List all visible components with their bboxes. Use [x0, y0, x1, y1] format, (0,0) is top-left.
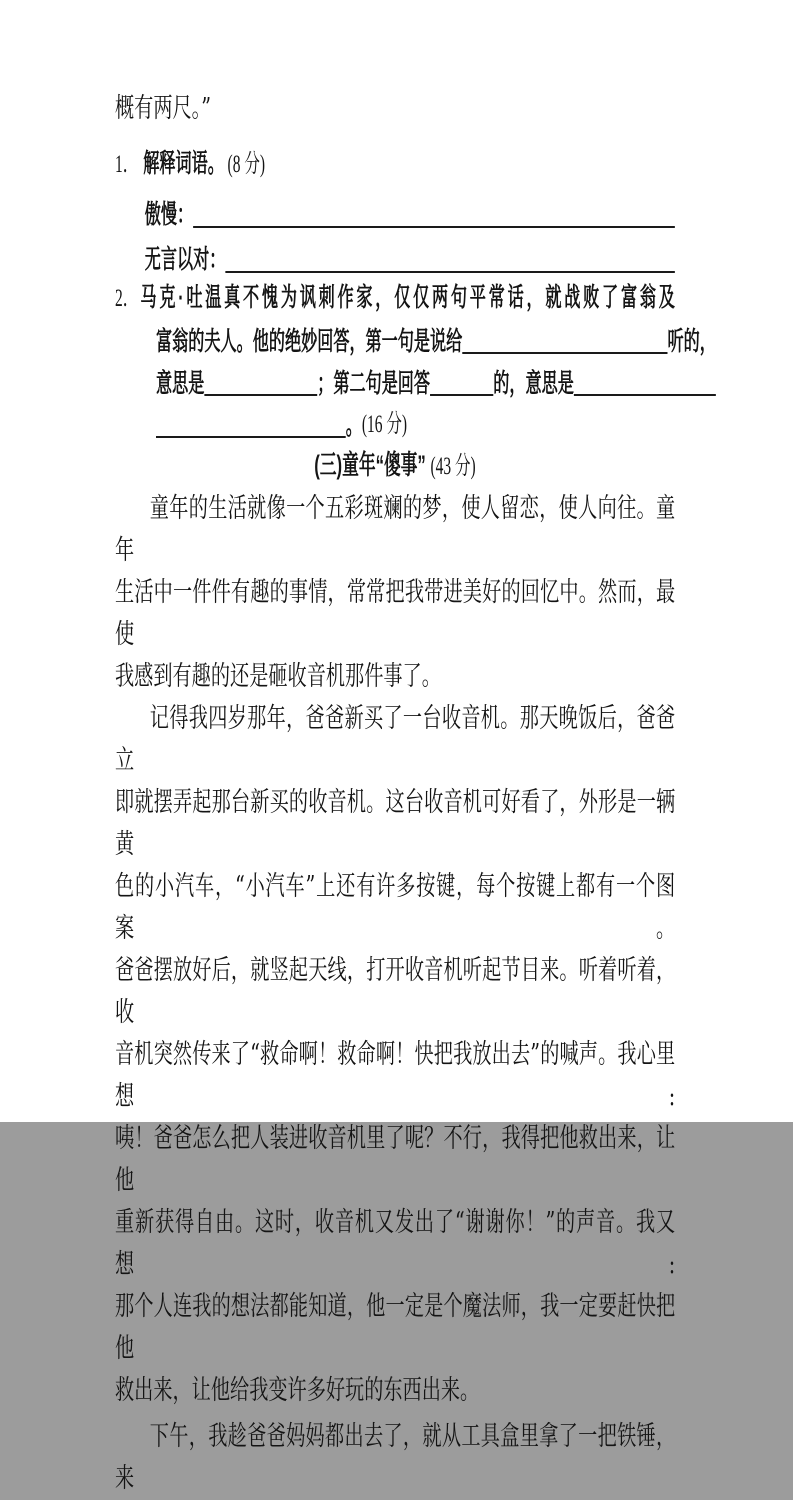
answer-blank [193, 226, 675, 228]
question-text: 。 [345, 410, 362, 440]
question-text: 的，意思是 [493, 368, 574, 398]
story-line: 即就摆弄起那台新买的收音机。这台收音机可好看了，外形是一辆黄 [115, 787, 676, 860]
question-text: 听的， [667, 326, 716, 356]
carryover-line: 概有两尺。” [115, 93, 212, 124]
question-1 [115, 142, 675, 282]
question-text: 意思是 [156, 368, 205, 398]
answer-blank [462, 352, 667, 354]
story-line: 色的小汽车，“小汽车”上还有许多按键，每个按键上都有一个图案。 [115, 871, 676, 944]
section-prefix: (三) [314, 450, 343, 480]
definition-label: 无言以对： [144, 244, 226, 274]
section-header [115, 444, 675, 488]
definition-row [115, 192, 675, 237]
question-text: ；第二句是回答 [317, 368, 431, 398]
story-line: 重新获得自由。这时，收音机又发出了“谢谢你！”的声音。我又想: [115, 1207, 676, 1280]
answer-blank [430, 394, 493, 396]
story-line: 生活中一件件有趣的事情，常常把我带进美好的回忆中。然而，最使 [115, 577, 676, 650]
question-text: 富翁的夫人。他的绝妙回答，第一句是说给 [156, 326, 463, 356]
paragraph [115, 698, 675, 1412]
section-title: 童年“傻事” [342, 450, 426, 480]
story-line: 咦！爸爸怎么把人装进收音机里了呢？不行，我得把他救出来，让他 [115, 1123, 676, 1196]
question-1-header [115, 142, 675, 186]
question-points: (8 分) [227, 151, 266, 178]
answer-blank [225, 271, 674, 273]
story-line: 下午，我趁爸爸妈妈都出去了，就从工具盒里拿了一把铁锤，来 [115, 1421, 676, 1494]
question-title: 解释词语。 [143, 148, 224, 178]
answer-blank [204, 394, 317, 396]
story-line: 救出来，让他给我变许多好玩的东西出来。 [115, 1375, 480, 1406]
paragraph [115, 1416, 675, 1500]
question-number: 2． [115, 285, 139, 312]
question-number: 1． [115, 151, 139, 178]
story [115, 488, 675, 1500]
story-line: 记得我四岁那年，爸爸新买了一台收音机。那天晚饭后，爸爸立 [115, 703, 676, 776]
story-line: 音机突然传来了“救命啊！救命啊！快把我放出去”的喊声。我心里想: [115, 1039, 676, 1112]
question-2 [115, 276, 716, 446]
definition-list [115, 192, 675, 282]
paragraph [115, 488, 675, 698]
story-line: 那个人连我的想法都能知道，他一定是个魔法师，我一定要赶快把他 [115, 1291, 676, 1364]
section-points: (43 分) [430, 453, 476, 480]
question-points: (16 分) [361, 411, 408, 438]
question-2-line-2 [156, 320, 716, 362]
question-2-line-1 [115, 276, 675, 320]
question-2-line-4 [156, 404, 716, 446]
answer-blank [156, 436, 346, 438]
question-text: 马克·吐温真不愧为讽刺作家，仅仅两句平常话，就战败了富翁及 [140, 282, 675, 312]
question-2-line-3 [156, 362, 716, 404]
story-line: 爸爸摆放好后，就竖起天线，打开收音机听起节目来。听着听着，收 [115, 955, 676, 1028]
answer-blank [574, 394, 716, 396]
story-line: 我感到有趣的还是砸收音机那件事了。 [115, 661, 441, 692]
story-line: 童年的生活就像一个五彩斑斓的梦，使人留恋，使人向往。童年 [115, 493, 676, 566]
definition-label: 傲慢： [144, 199, 194, 229]
